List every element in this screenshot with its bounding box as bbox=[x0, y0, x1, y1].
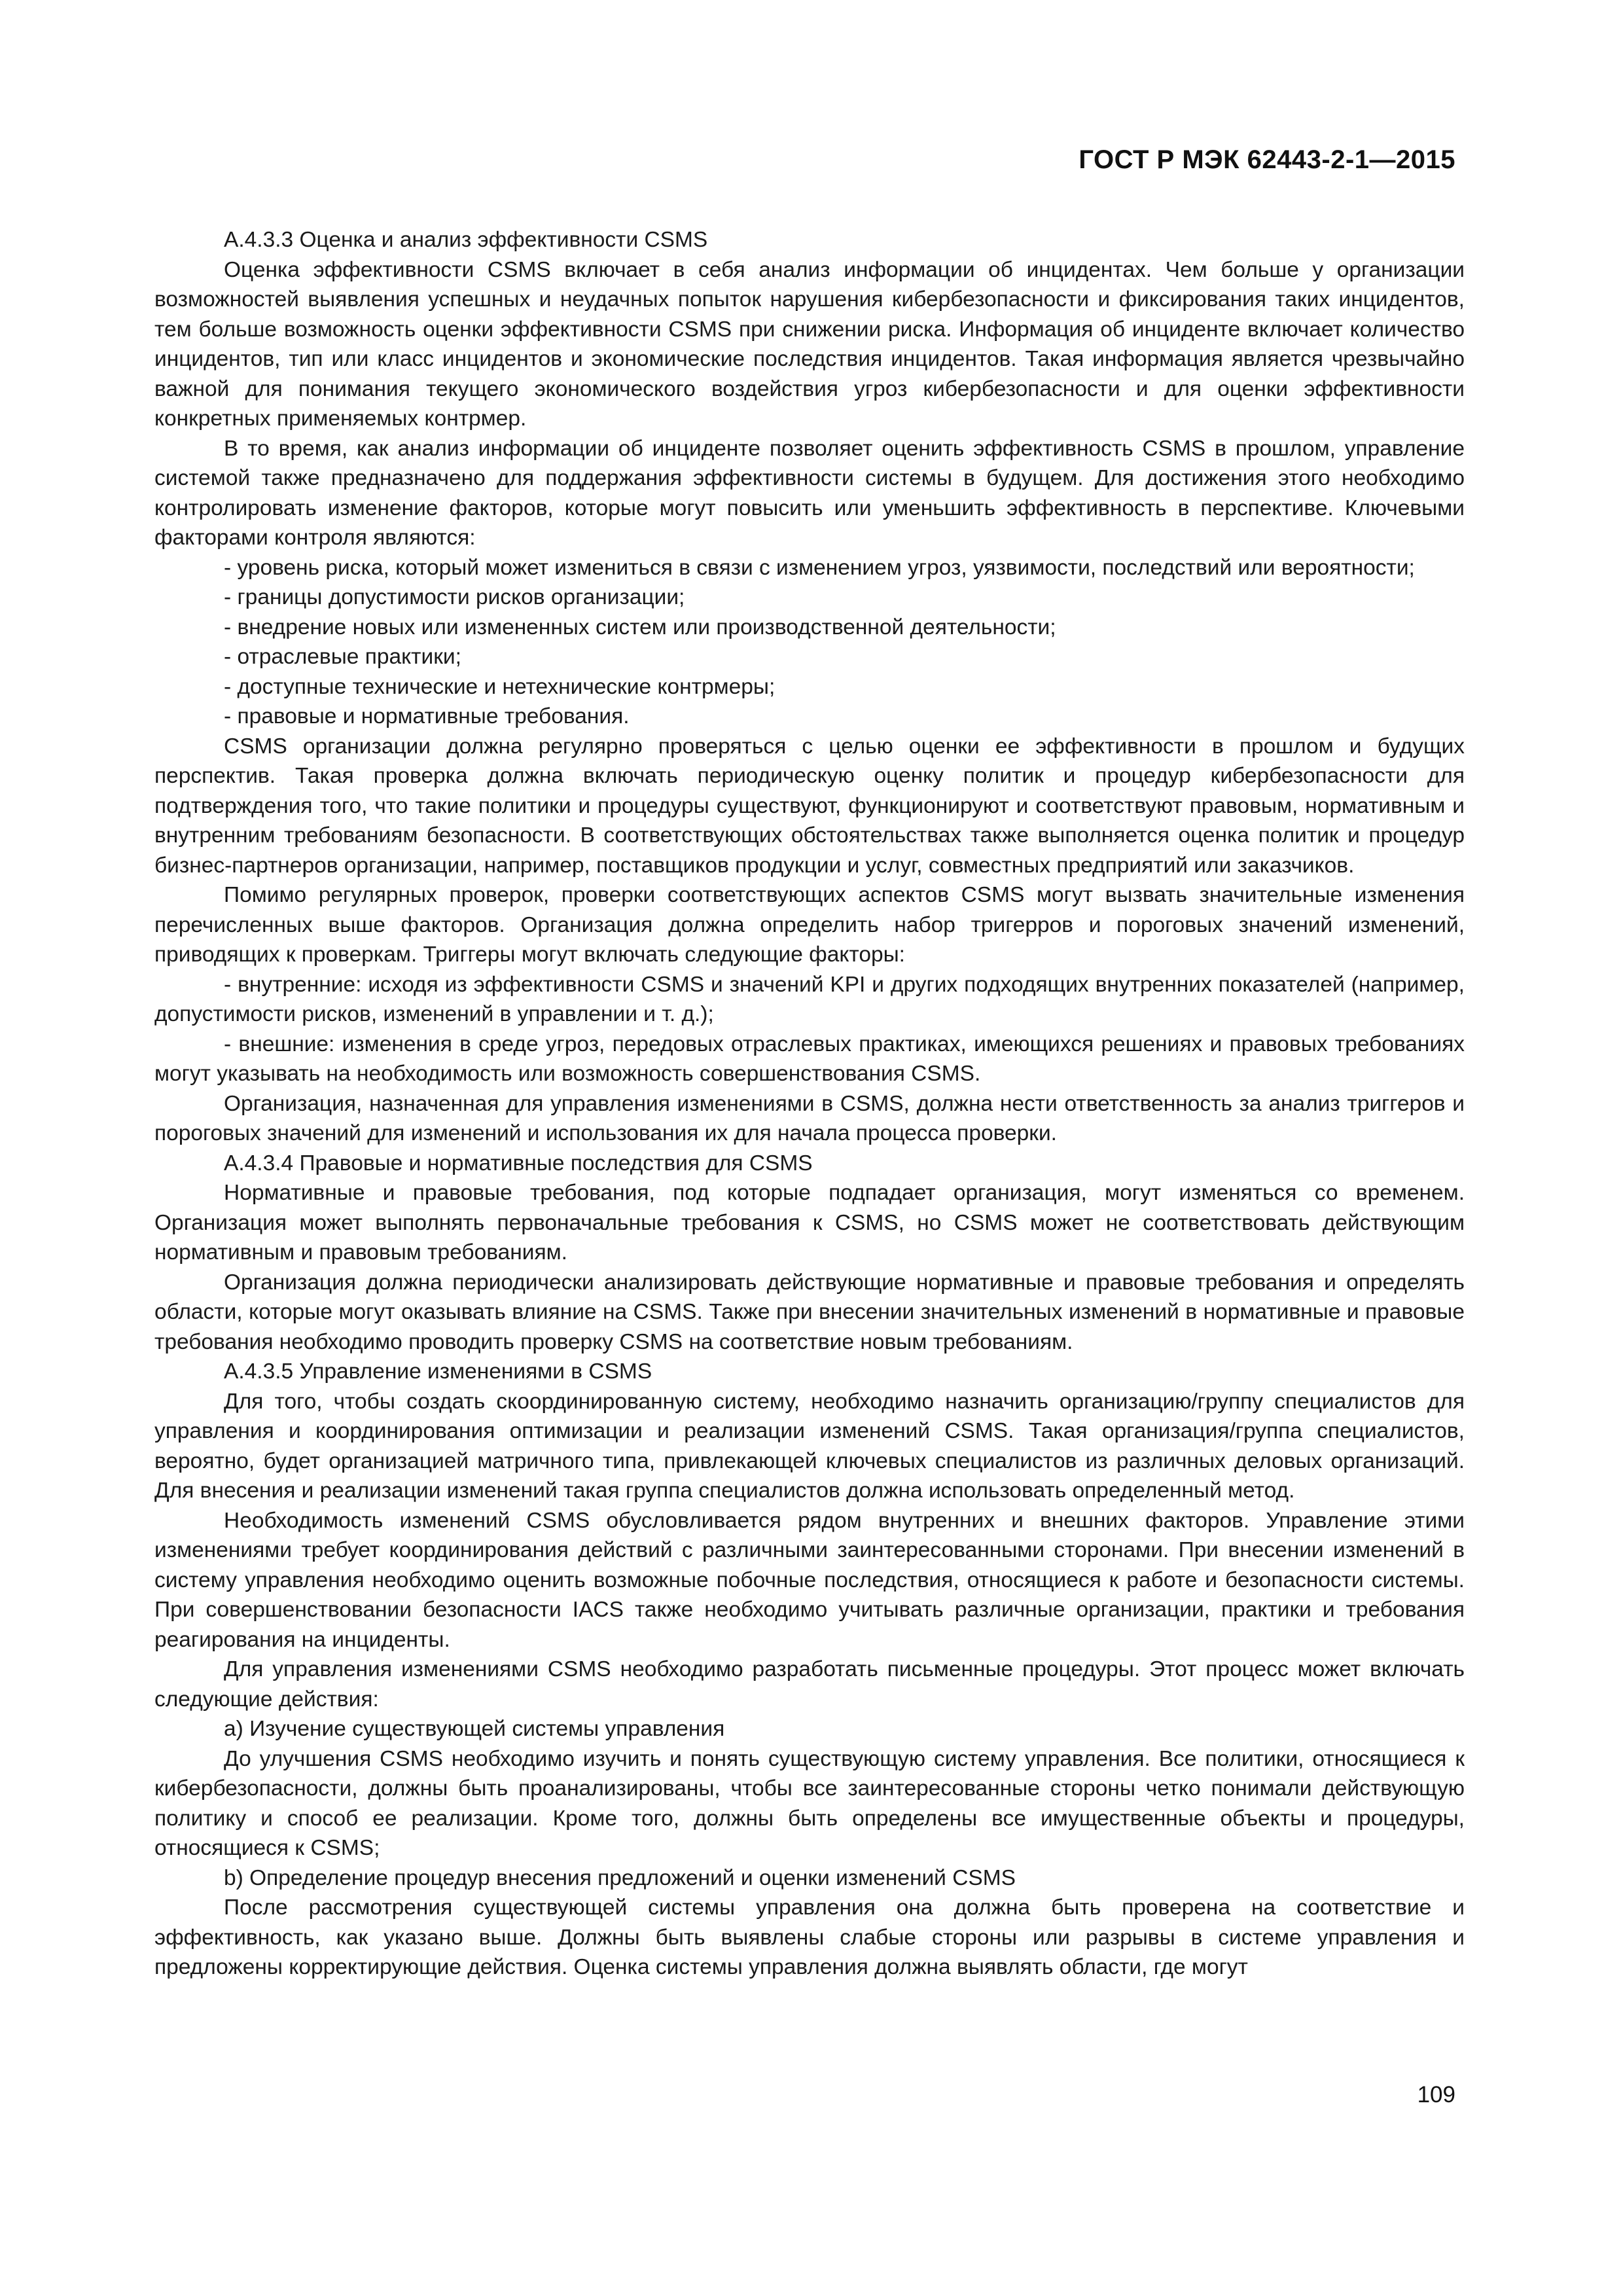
paragraph: Для того, чтобы создать скоординированную систему, необходимо назначить организацию/группу специалистов для управления и координирования оптимизации и реализации изменений CSMS. Такая организация/группа специалистов, вероятно, будет организацией матричного типа, привлекающей ключевых специалистов из различных деловых организаций. Для внесения и реализации изменений такая группа специалистов должна использовать определенный метод. bbox=[154, 1389, 1465, 1503]
paragraph: Для управления изменениями CSMS необходимо разработать письменные процедуры. Этот процесс может включать следующие действия: bbox=[154, 1657, 1465, 1712]
list-item: - правовые и нормативные требования. bbox=[224, 704, 630, 728]
body-text bbox=[154, 225, 1465, 1982]
paragraph: До улучшения CSMS необходимо изучить и понять существующую систему управления. Все политики, относящиеся к кибербезопасности, должны быть проанализированы, чтобы все заинтересованные стороны четко понимали действующую политику и способ ее реализации. Кроме того, должны быть определены все имущественные объекты и процедуры, относящиеся к CSMS; bbox=[154, 1746, 1465, 1860]
list-item: - уровень риска, который может измениться в связи с изменением угроз, уязвимости, последствий или вероятности; bbox=[224, 555, 1415, 580]
page-number: 109 bbox=[1417, 2082, 1455, 2108]
list-item-b: b) Определение процедур внесения предложений и оценки изменений CSMS bbox=[224, 1865, 1016, 1890]
section-heading-a435: А.4.3.5 Управление изменениями в CSMS bbox=[224, 1359, 652, 1384]
list-item: - внедрение новых или измененных систем или производственной деятельности; bbox=[224, 615, 1056, 639]
list-item: - внешние: изменения в среде угроз, передовых отраслевых практиках, имеющихся решениях и правовых требованиях могут указывать на необходимость или возможность совершенствования CSMS. bbox=[154, 1031, 1465, 1086]
paragraph: Необходимость изменений CSMS обусловливается рядом внутренних и внешних факторов. Управление этими изменениями требует координирования действий с различными заинтересованными сторонами. При внесении изменений в систему управления необходимо оценить возможные побочные последствия, относящиеся к работе и безопасности системы. При совершенствовании безопасности IACS также необходимо учитывать различные организации, практики и требования реагирования на инциденты. bbox=[154, 1508, 1465, 1652]
paragraph: Оценка эффективности CSMS включает в себя анализ информации об инцидентах. Чем больше у организации возможностей выявления успешных и неудачных попыток нарушения кибербезопасности и фиксирования таких инцидентов, тем больше возможность оценки эффективности CSMS при снижении риска. Информация об инциденте включает количество инцидентов, тип или класс инцидентов и экономические последствия инцидентов. Такая информация является чрезвычайно важной для понимания текущего экономического воздействия угроз кибербезопасности и для оценки эффективности конкретных применяемых контрмер. bbox=[154, 257, 1465, 431]
section-heading-a434: А.4.3.4 Правовые и нормативные последствия для CSMS bbox=[224, 1151, 813, 1175]
paragraph: В то время, как анализ информации об инциденте позволяет оценить эффективность CSMS в прошлом, управление системой также предназначено для поддержания эффективности системы в будущем. Для достижения этого необходимо контролировать изменение факторов, которые могут повысить или уменьшить эффективность в перспективе. Ключевыми факторами контроля являются: bbox=[154, 436, 1465, 550]
standard-designation: ГОСТ Р МЭК 62443-2-1—2015 bbox=[1079, 145, 1455, 174]
paragraph: После рассмотрения существующей системы управления она должна быть проверена на соответствие и эффективность, как указано выше. Должны быть выявлены слабые стороны или разрывы в системе управления и предложены корректирующие действия. Оценка системы управления должна выявлять области, где могут bbox=[154, 1895, 1465, 1979]
paragraph: Организация, назначенная для управления изменениями в CSMS, должна нести ответственность за анализ триггеров и пороговых значений для изменений и использования их для начала процесса проверки. bbox=[154, 1091, 1465, 1145]
list-item: - отраслевые практики; bbox=[224, 645, 461, 669]
paragraph: Организация должна периодически анализировать действующие нормативные и правовые требования и определять области, которые могут оказывать влияние на CSMS. Также при внесении значительных изменений в нормативные и правовые требования необходимо проводить проверку CSMS на соответствие новым требованиям. bbox=[154, 1270, 1465, 1354]
paragraph: Нормативные и правовые требования, под которые подпадает организация, могут изменяться со временем. Организация может выполнять первоначальные требования к CSMS, но CSMS может не соответствовать действующим нормативным и правовым требованиям. bbox=[154, 1181, 1465, 1265]
list-item-a: а) Изучение существующей системы управления bbox=[224, 1717, 725, 1741]
list-item: - доступные технические и нетехнические контрмеры; bbox=[224, 674, 776, 699]
paragraph: Помимо регулярных проверок, проверки соответствующих аспектов CSMS могут вызвать значительные изменения перечисленных выше факторов. Организация должна определить набор тригерров и пороговых значений изменений, приводящих к проверкам. Триггеры могут включать следующие факторы: bbox=[154, 883, 1465, 967]
paragraph: CSMS организации должна регулярно проверяться с целью оценки ее эффективности в прошлом и будущих перспектив. Такая проверка должна включать периодическую оценку политик и процедур кибербезопасности для подтверждения того, что такие политики и процедуры существуют, функционируют и соответствуют правовым, нормативным и внутренним требованиям безопасности. В соответствующих обстоятельствах также выполняется оценка политик и процедур бизнес-партнеров организации, например, поставщиков продукции и услуг, совместных предприятий или заказчиков. bbox=[154, 734, 1465, 878]
list-item: - границы допустимости рисков организации; bbox=[224, 585, 685, 609]
list-item: - внутренние: исходя из эффективности CSMS и значений KPI и других подходящих внутренних показателей (например, допустимости рисков, изменений в управлении и т. д.); bbox=[154, 972, 1465, 1026]
section-heading-a433: А.4.3.3 Оценка и анализ эффективности CSMS bbox=[224, 228, 708, 252]
